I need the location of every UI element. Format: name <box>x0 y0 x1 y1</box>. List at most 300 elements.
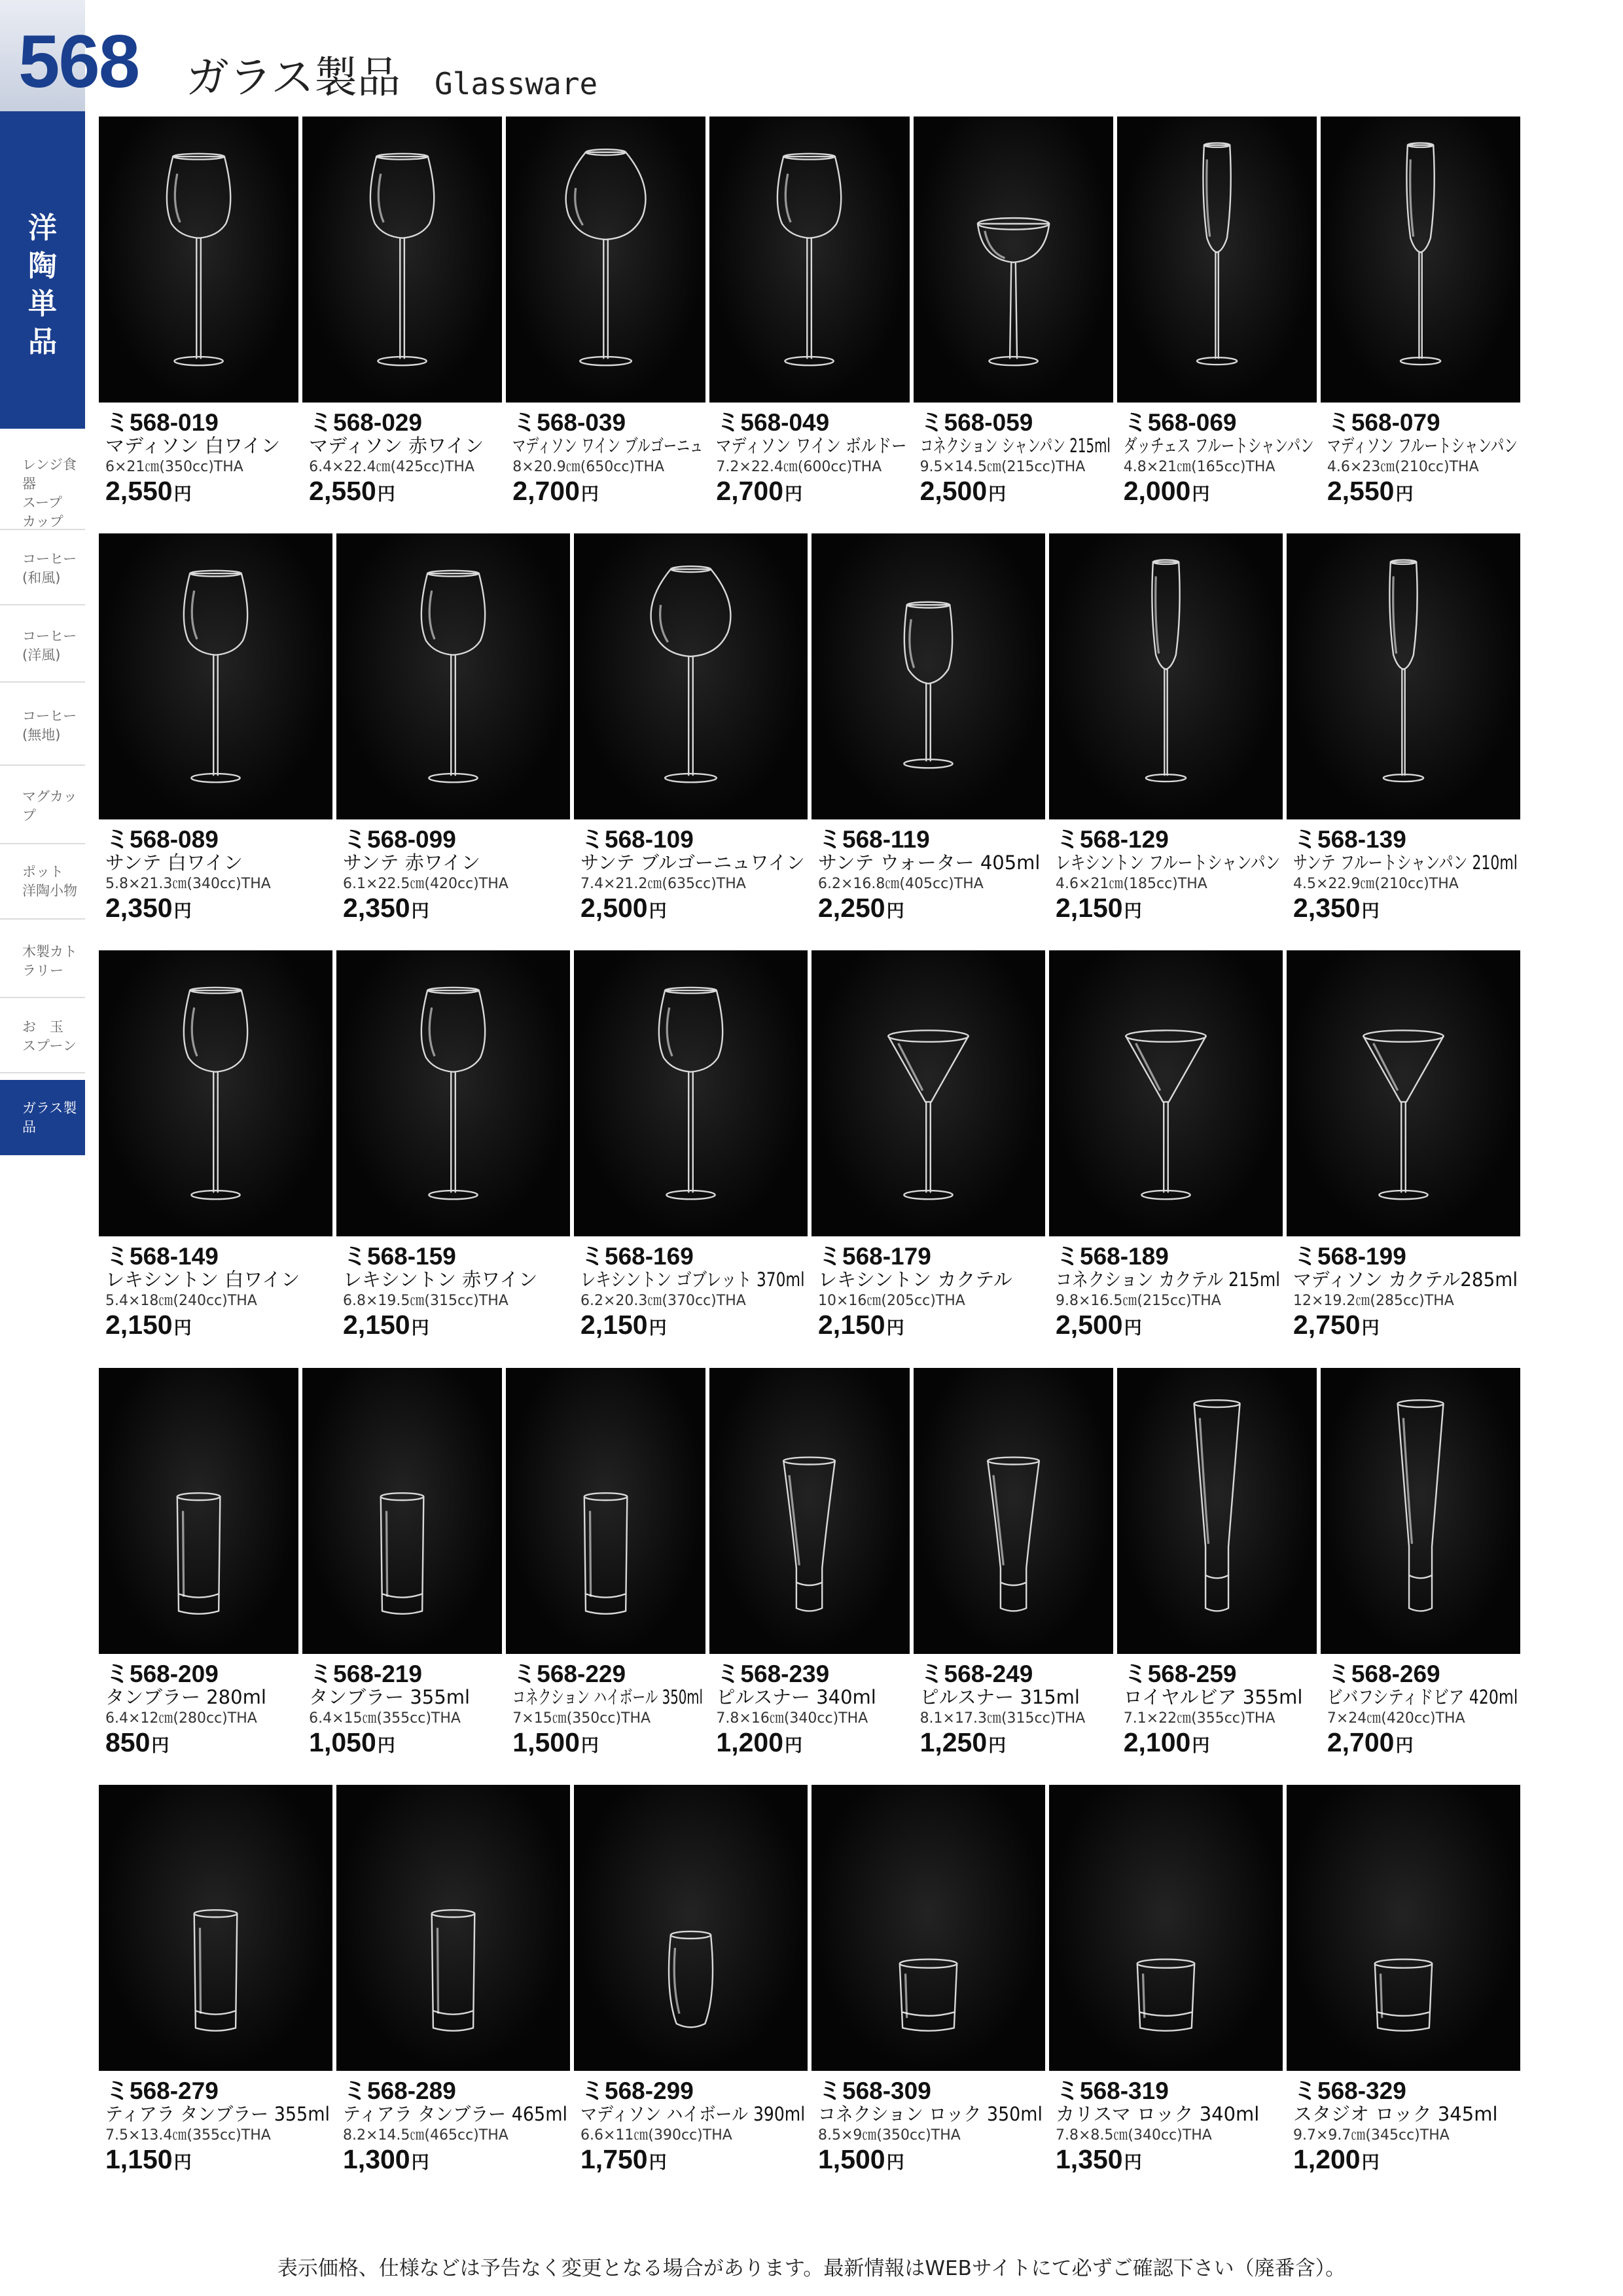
price-unit: 円 <box>1192 1736 1210 1756</box>
product-price <box>1056 895 1142 922</box>
product-card[interactable] <box>812 533 1045 926</box>
product-code: ミ568-089 <box>105 826 219 853</box>
product-name: レキシントン フルートシャンパン <box>1056 852 1281 874</box>
product-price <box>1056 2146 1142 2173</box>
sidebar-section-block <box>0 111 85 429</box>
sidebar-item[interactable] <box>0 926 85 998</box>
product-name: コネクション シャンパン 215ml <box>919 435 1111 457</box>
product-price <box>309 1729 395 1756</box>
sidebar-item-label: マグカップ <box>22 788 77 823</box>
product-code: ミ568-209 <box>105 1660 219 1687</box>
product-photo <box>1117 117 1317 403</box>
product-card[interactable] <box>99 1368 298 1761</box>
glass-illustration <box>1287 950 1520 1236</box>
price-unit: 円 <box>580 484 599 505</box>
glass-illustration <box>506 1368 705 1654</box>
product-price <box>580 1312 667 1338</box>
product-card[interactable] <box>1287 1785 1520 2178</box>
product-card[interactable] <box>1321 117 1520 509</box>
price-value: 1,250 <box>919 1727 988 1757</box>
price-unit: 円 <box>1395 1736 1414 1756</box>
product-spec: 6.4×22.4㎝(425cc)THA <box>309 459 474 475</box>
product-code: ミ568-059 <box>919 409 1033 436</box>
price-value: 2,700 <box>716 476 784 506</box>
product-card[interactable] <box>1287 950 1520 1343</box>
price-value: 2,150 <box>818 1310 885 1340</box>
price-value: 1,500 <box>818 2144 885 2174</box>
price-value: 2,100 <box>1123 1727 1191 1757</box>
product-card[interactable] <box>709 117 909 509</box>
price-unit: 円 <box>173 901 192 922</box>
glass-illustration <box>1321 1368 1520 1654</box>
product-spec: 10×16㎝(205cc)THA <box>818 1293 965 1309</box>
product-card[interactable] <box>812 950 1045 1343</box>
product-spec: 9.7×9.7㎝(345cc)THA <box>1293 2127 1450 2144</box>
product-spec: 12×19.2㎝(285cc)THA <box>1293 1293 1454 1309</box>
product-name: ティアラ タンブラー 355ml <box>105 2103 330 2125</box>
product-name: マディソン 赤ワイン <box>309 435 484 457</box>
product-spec: 6.1×22.5㎝(420cc)THA <box>343 876 508 892</box>
product-price <box>1056 1312 1142 1338</box>
product-name: カリスマ ロック 340ml <box>1056 2103 1260 2125</box>
price-unit: 円 <box>580 1736 599 1756</box>
price-unit: 円 <box>1361 901 1380 922</box>
product-card[interactable] <box>302 117 502 509</box>
product-price <box>1293 1312 1380 1338</box>
sidebar-item-label: お 玉 <box>22 1019 63 1035</box>
product-photo <box>99 533 332 819</box>
glass-illustration <box>1049 950 1283 1236</box>
product-name: ビバフシティドビア 420ml <box>1327 1686 1518 1708</box>
price-unit: 円 <box>377 1736 395 1756</box>
price-value: 2,500 <box>580 893 648 923</box>
page-title-english: Glassware <box>435 66 598 101</box>
product-name: レキシントン 白ワイン <box>105 1268 300 1291</box>
product-code: ミ568-049 <box>716 409 830 436</box>
product-card[interactable] <box>1049 1785 1283 2178</box>
product-card[interactable] <box>336 950 570 1343</box>
price-unit: 円 <box>173 1318 192 1338</box>
product-price <box>1293 895 1380 922</box>
glass-illustration <box>574 533 808 819</box>
sidebar-item-label: コーヒー <box>22 628 77 644</box>
glass-illustration <box>1117 1368 1317 1654</box>
product-spec: 6.4×12㎝(280cc)THA <box>105 1710 257 1727</box>
product-name: タンブラー 355ml <box>309 1686 471 1708</box>
product-name: コネクション ロック 350ml <box>818 2103 1043 2125</box>
price-value: 850 <box>105 1727 151 1757</box>
product-code: ミ568-249 <box>919 1660 1033 1687</box>
product-name: サンテ ウォーター 405ml <box>818 852 1041 874</box>
product-card[interactable] <box>1321 1368 1520 1761</box>
product-code: ミ568-139 <box>1293 826 1406 853</box>
product-card[interactable] <box>99 533 332 926</box>
glass-illustration <box>1049 1785 1283 2071</box>
sidebar-item[interactable] <box>0 769 85 844</box>
price-value: 1,500 <box>512 1727 580 1757</box>
product-name: ピルスナー 315ml <box>919 1686 1080 1708</box>
price-value: 2,550 <box>1327 476 1395 506</box>
price-unit: 円 <box>988 484 1007 505</box>
product-spec: 6×21㎝(350cc)THA <box>105 459 243 475</box>
product-price <box>580 2146 667 2173</box>
product-code: ミ568-309 <box>818 2077 931 2104</box>
glass-illustration <box>812 950 1045 1236</box>
price-value: 2,700 <box>1327 1727 1395 1757</box>
product-code: ミ568-229 <box>512 1660 626 1687</box>
product-photo <box>99 950 332 1236</box>
product-spec: 5.4×18㎝(240cc)THA <box>105 1293 257 1309</box>
product-card[interactable] <box>506 1368 705 1761</box>
product-code: ミ568-129 <box>1056 826 1169 853</box>
product-card[interactable] <box>1117 117 1317 509</box>
sidebar-item[interactable] <box>0 458 85 530</box>
product-code: ミ568-179 <box>818 1243 931 1270</box>
product-spec: 4.6×23㎝(210cc)THA <box>1327 459 1479 475</box>
product-spec: 7.2×22.4㎝(600cc)THA <box>716 459 882 475</box>
product-photo <box>336 533 570 819</box>
sidebar-section-label: 洋陶単品 <box>28 211 57 359</box>
product-code: ミ568-279 <box>105 2077 219 2104</box>
price-unit: 円 <box>886 1318 904 1338</box>
product-card[interactable] <box>709 1368 909 1761</box>
price-unit: 円 <box>1124 2153 1142 2173</box>
product-code: ミ568-119 <box>818 826 930 853</box>
footer-note: 表示価格、仕様などは予告なく変更となる場合があります。最新情報はWEBサイトにて必ずご確認下さい（廃番含）。 <box>277 2257 1346 2280</box>
product-price <box>716 1729 802 1756</box>
product-code: ミ568-069 <box>1123 409 1237 436</box>
price-unit: 円 <box>173 2153 192 2173</box>
product-spec: 7.5×13.4㎝(355cc)THA <box>105 2127 271 2144</box>
glass-illustration <box>574 1785 808 2071</box>
page-title: ガラス製品 <box>186 52 401 103</box>
glass-illustration <box>1049 533 1283 819</box>
product-card[interactable] <box>336 1785 570 2178</box>
sidebar-item-label: (無地) <box>22 727 61 743</box>
glass-illustration <box>99 1368 298 1654</box>
product-spec: 9.5×14.5㎝(215cc)THA <box>919 459 1086 475</box>
product-photo <box>1287 950 1520 1236</box>
product-price <box>512 478 599 505</box>
price-value: 2,250 <box>818 893 885 923</box>
sidebar-item-label: (和風) <box>22 570 61 586</box>
price-unit: 円 <box>1361 2153 1380 2173</box>
glass-illustration <box>709 117 909 403</box>
product-name: ロイヤルビア 355ml <box>1123 1686 1303 1708</box>
price-value: 2,350 <box>343 893 410 923</box>
price-unit: 円 <box>649 1318 667 1338</box>
product-card[interactable] <box>914 117 1113 509</box>
price-value: 2,350 <box>1293 893 1361 923</box>
product-code: ミ568-219 <box>309 1660 422 1687</box>
product-photo <box>99 1368 298 1654</box>
price-value: 2,700 <box>512 476 580 506</box>
product-spec: 9.8×16.5㎝(215cc)THA <box>1056 1293 1221 1309</box>
product-photo <box>99 1785 332 2071</box>
product-photo <box>914 1368 1113 1654</box>
glass-illustration <box>99 117 298 403</box>
price-unit: 円 <box>649 2153 667 2173</box>
product-spec: 6.8×19.5㎝(315cc)THA <box>343 1293 508 1309</box>
product-code: ミ568-329 <box>1293 2077 1406 2104</box>
product-name: ピルスナー 340ml <box>716 1686 876 1708</box>
product-card[interactable] <box>1117 1368 1317 1761</box>
product-name: マディソン ワイン ブルゴーニュ <box>512 435 704 457</box>
product-price <box>343 895 429 922</box>
product-photo <box>506 1368 705 1654</box>
product-card[interactable] <box>336 533 570 926</box>
product-price <box>105 1729 169 1756</box>
glass-illustration <box>812 533 1045 819</box>
product-code: ミ568-039 <box>512 409 626 436</box>
price-unit: 円 <box>785 484 803 505</box>
product-name: マディソン フルートシャンパン <box>1327 435 1518 457</box>
price-value: 2,000 <box>1123 476 1191 506</box>
product-card[interactable] <box>574 1785 808 2178</box>
product-photo <box>99 117 298 403</box>
product-price <box>716 478 802 505</box>
product-spec: 8×20.9㎝(650cc)THA <box>512 459 665 475</box>
product-card[interactable] <box>99 117 298 509</box>
product-spec: 7.8×8.5㎝(340cc)THA <box>1056 2127 1212 2144</box>
sidebar-item-label: コーヒー <box>22 708 77 724</box>
product-photo <box>1117 1368 1317 1654</box>
product-price <box>1293 2146 1380 2173</box>
product-spec: 6.2×16.8㎝(405cc)THA <box>818 876 984 892</box>
product-photo <box>812 1785 1045 2071</box>
glass-illustration <box>1321 117 1520 403</box>
price-value: 1,050 <box>309 1727 376 1757</box>
sidebar-item[interactable] <box>0 1080 85 1155</box>
product-price <box>818 895 904 922</box>
product-price <box>1327 478 1414 505</box>
product-photo <box>574 1785 808 2071</box>
product-code: ミ568-259 <box>1123 1660 1237 1687</box>
page-number: 568 <box>18 20 139 103</box>
product-code: ミ568-319 <box>1056 2077 1169 2104</box>
product-spec: 8.5×9㎝(350cc)THA <box>818 2127 961 2144</box>
price-value: 2,350 <box>105 893 173 923</box>
product-name: レキシントン カクテル <box>818 1268 1012 1291</box>
glass-illustration <box>336 533 570 819</box>
product-code: ミ568-149 <box>105 1243 219 1270</box>
price-unit: 円 <box>886 2153 904 2173</box>
price-unit: 円 <box>411 2153 429 2173</box>
sidebar-item-label: ポット <box>22 863 63 880</box>
product-photo <box>302 1368 502 1654</box>
price-unit: 円 <box>1192 484 1210 505</box>
sidebar-item-label: スプーン <box>22 1038 77 1054</box>
product-spec: 7×15㎝(350cc)THA <box>512 1710 651 1727</box>
price-unit: 円 <box>411 1318 429 1338</box>
glass-illustration <box>1287 1785 1520 2071</box>
sidebar-item[interactable] <box>0 687 85 766</box>
glass-illustration <box>302 1368 502 1654</box>
product-photo <box>812 950 1045 1236</box>
sidebar-item[interactable] <box>0 844 85 920</box>
product-price <box>818 1312 904 1338</box>
sidebar-item-label: カップ <box>22 514 63 529</box>
product-name: マディソン 白ワイン <box>105 435 281 457</box>
price-unit: 円 <box>1395 484 1414 505</box>
product-price <box>818 2146 904 2173</box>
price-unit: 円 <box>988 1736 1007 1756</box>
price-unit: 円 <box>1124 901 1142 922</box>
product-spec: 7.1×22㎝(355cc)THA <box>1123 1710 1275 1727</box>
glass-illustration <box>1287 533 1520 819</box>
price-unit: 円 <box>886 901 904 922</box>
sidebar-item-label: レンジ食器 <box>22 457 77 492</box>
glass-illustration <box>812 1785 1045 2071</box>
price-value: 1,350 <box>1056 2144 1123 2174</box>
product-photo <box>914 117 1113 403</box>
product-price <box>105 895 192 922</box>
product-price <box>105 1312 192 1338</box>
product-spec: 6.4×15㎝(355cc)THA <box>309 1710 461 1727</box>
product-price <box>1124 478 1210 505</box>
product-name: サンテ 白ワイン <box>105 852 243 874</box>
product-photo <box>1049 950 1283 1236</box>
product-card[interactable] <box>812 1785 1045 2178</box>
product-card[interactable] <box>914 1368 1113 1761</box>
product-card[interactable] <box>574 950 808 1343</box>
sidebar-item-label: (洋風) <box>22 647 61 663</box>
glass-illustration <box>99 533 332 819</box>
product-photo <box>574 533 808 819</box>
price-value: 2,150 <box>1056 893 1123 923</box>
glass-illustration <box>914 1368 1113 1654</box>
price-value: 1,200 <box>716 1727 784 1757</box>
product-name: サンテ フルートシャンパン 210ml <box>1293 852 1518 874</box>
product-name: ティアラ タンブラー 465ml <box>343 2103 567 2125</box>
product-name: スタジオ ロック 345ml <box>1293 2103 1498 2125</box>
glass-illustration <box>709 1368 909 1654</box>
glass-illustration <box>574 950 808 1236</box>
glass-illustration <box>302 117 502 403</box>
product-spec: 7×24㎝(420cc)THA <box>1327 1710 1465 1727</box>
price-unit: 円 <box>151 1736 169 1756</box>
product-code: ミ568-109 <box>580 826 694 853</box>
product-photo <box>1287 1785 1520 2071</box>
sidebar-item[interactable] <box>0 533 85 605</box>
price-unit: 円 <box>173 484 192 505</box>
sidebar-item-label: 洋陶小物 <box>22 882 77 899</box>
sidebar-item-label: スープ <box>22 495 62 511</box>
product-code: ミ568-159 <box>343 1243 456 1270</box>
product-card[interactable] <box>1287 533 1520 926</box>
price-unit: 円 <box>377 484 395 505</box>
product-name: サンテ 赤ワイン <box>343 852 480 874</box>
product-name: サンテ ブルゴーニュワイン <box>580 852 805 874</box>
product-code: ミ568-099 <box>343 826 456 853</box>
product-code: ミ568-029 <box>309 409 422 436</box>
product-price <box>343 2146 429 2173</box>
product-price <box>1124 1729 1210 1756</box>
product-code: ミ568-239 <box>716 1660 830 1687</box>
product-name: コネクション カクテル 215ml <box>1056 1268 1281 1291</box>
glass-illustration <box>506 117 705 403</box>
product-name: マディソン カクテル285ml <box>1293 1268 1518 1291</box>
product-photo <box>1049 533 1283 819</box>
product-price <box>1327 1729 1414 1756</box>
product-code: ミ568-269 <box>1327 1660 1440 1687</box>
price-value: 1,200 <box>1293 2144 1361 2174</box>
price-value: 2,150 <box>580 1310 648 1340</box>
product-spec: 6.6×11㎝(390cc)THA <box>580 2127 732 2144</box>
product-card[interactable] <box>99 950 332 1343</box>
product-card[interactable] <box>1049 950 1283 1343</box>
product-photo <box>336 1785 570 2071</box>
sidebar-item[interactable] <box>0 1001 85 1073</box>
sidebar-item[interactable] <box>0 611 85 683</box>
glass-illustration <box>99 950 332 1236</box>
product-card[interactable] <box>302 1368 502 1761</box>
sidebar-item-label: 木製カトラリー <box>22 944 77 978</box>
sidebar-item-label: ガラス製品 <box>22 1100 77 1135</box>
product-spec: 4.6×21㎝(185cc)THA <box>1056 876 1207 892</box>
product-photo <box>709 117 909 403</box>
product-price <box>105 2146 192 2173</box>
price-value: 2,550 <box>105 476 173 506</box>
price-value: 2,150 <box>105 1310 173 1340</box>
glass-illustration <box>336 1785 570 2071</box>
product-name: コネクション ハイボール 350ml <box>512 1686 704 1708</box>
price-value: 2,500 <box>919 476 988 506</box>
price-unit: 円 <box>411 901 429 922</box>
price-value: 2,750 <box>1293 1310 1361 1340</box>
product-card[interactable] <box>1049 533 1283 926</box>
product-photo <box>1049 1785 1283 2071</box>
product-spec: 6.2×20.3㎝(370cc)THA <box>580 1293 746 1309</box>
glass-illustration <box>99 1785 332 2071</box>
product-card[interactable] <box>574 533 808 926</box>
product-code: ミ568-169 <box>580 1243 694 1270</box>
product-photo <box>709 1368 909 1654</box>
product-name: マディソン ハイボール 390ml <box>580 2103 806 2125</box>
product-price <box>343 1312 429 1338</box>
price-unit: 円 <box>649 901 667 922</box>
product-photo <box>1321 1368 1520 1654</box>
product-photo <box>302 117 502 403</box>
product-code: ミ568-189 <box>1056 1243 1169 1270</box>
product-card[interactable] <box>99 1785 332 2178</box>
product-code: ミ568-289 <box>343 2077 456 2104</box>
product-code: ミ568-299 <box>580 2077 694 2104</box>
price-value: 1,150 <box>105 2144 173 2174</box>
product-spec: 5.8×21.3㎝(340cc)THA <box>105 876 271 892</box>
product-code: ミ568-199 <box>1293 1243 1406 1270</box>
product-price <box>580 895 667 922</box>
product-price <box>920 1729 1007 1756</box>
product-photo <box>506 117 705 403</box>
product-photo <box>336 950 570 1236</box>
product-code: ミ568-079 <box>1327 409 1440 436</box>
price-value: 2,550 <box>309 476 376 506</box>
product-spec: 4.8×21㎝(165cc)THA <box>1123 459 1275 475</box>
product-spec: 7.4×21.2㎝(635cc)THA <box>580 876 746 892</box>
glass-illustration <box>914 117 1113 403</box>
product-name: タンブラー 280ml <box>105 1686 266 1708</box>
product-photo <box>812 533 1045 819</box>
glass-illustration <box>336 950 570 1236</box>
product-price <box>309 478 395 505</box>
product-card[interactable] <box>506 117 705 509</box>
price-unit: 円 <box>785 1736 803 1756</box>
product-name: マディソン ワイン ボルドー <box>716 435 907 457</box>
product-price <box>512 1729 599 1756</box>
price-value: 1,750 <box>580 2144 648 2174</box>
price-unit: 円 <box>1124 1318 1142 1338</box>
